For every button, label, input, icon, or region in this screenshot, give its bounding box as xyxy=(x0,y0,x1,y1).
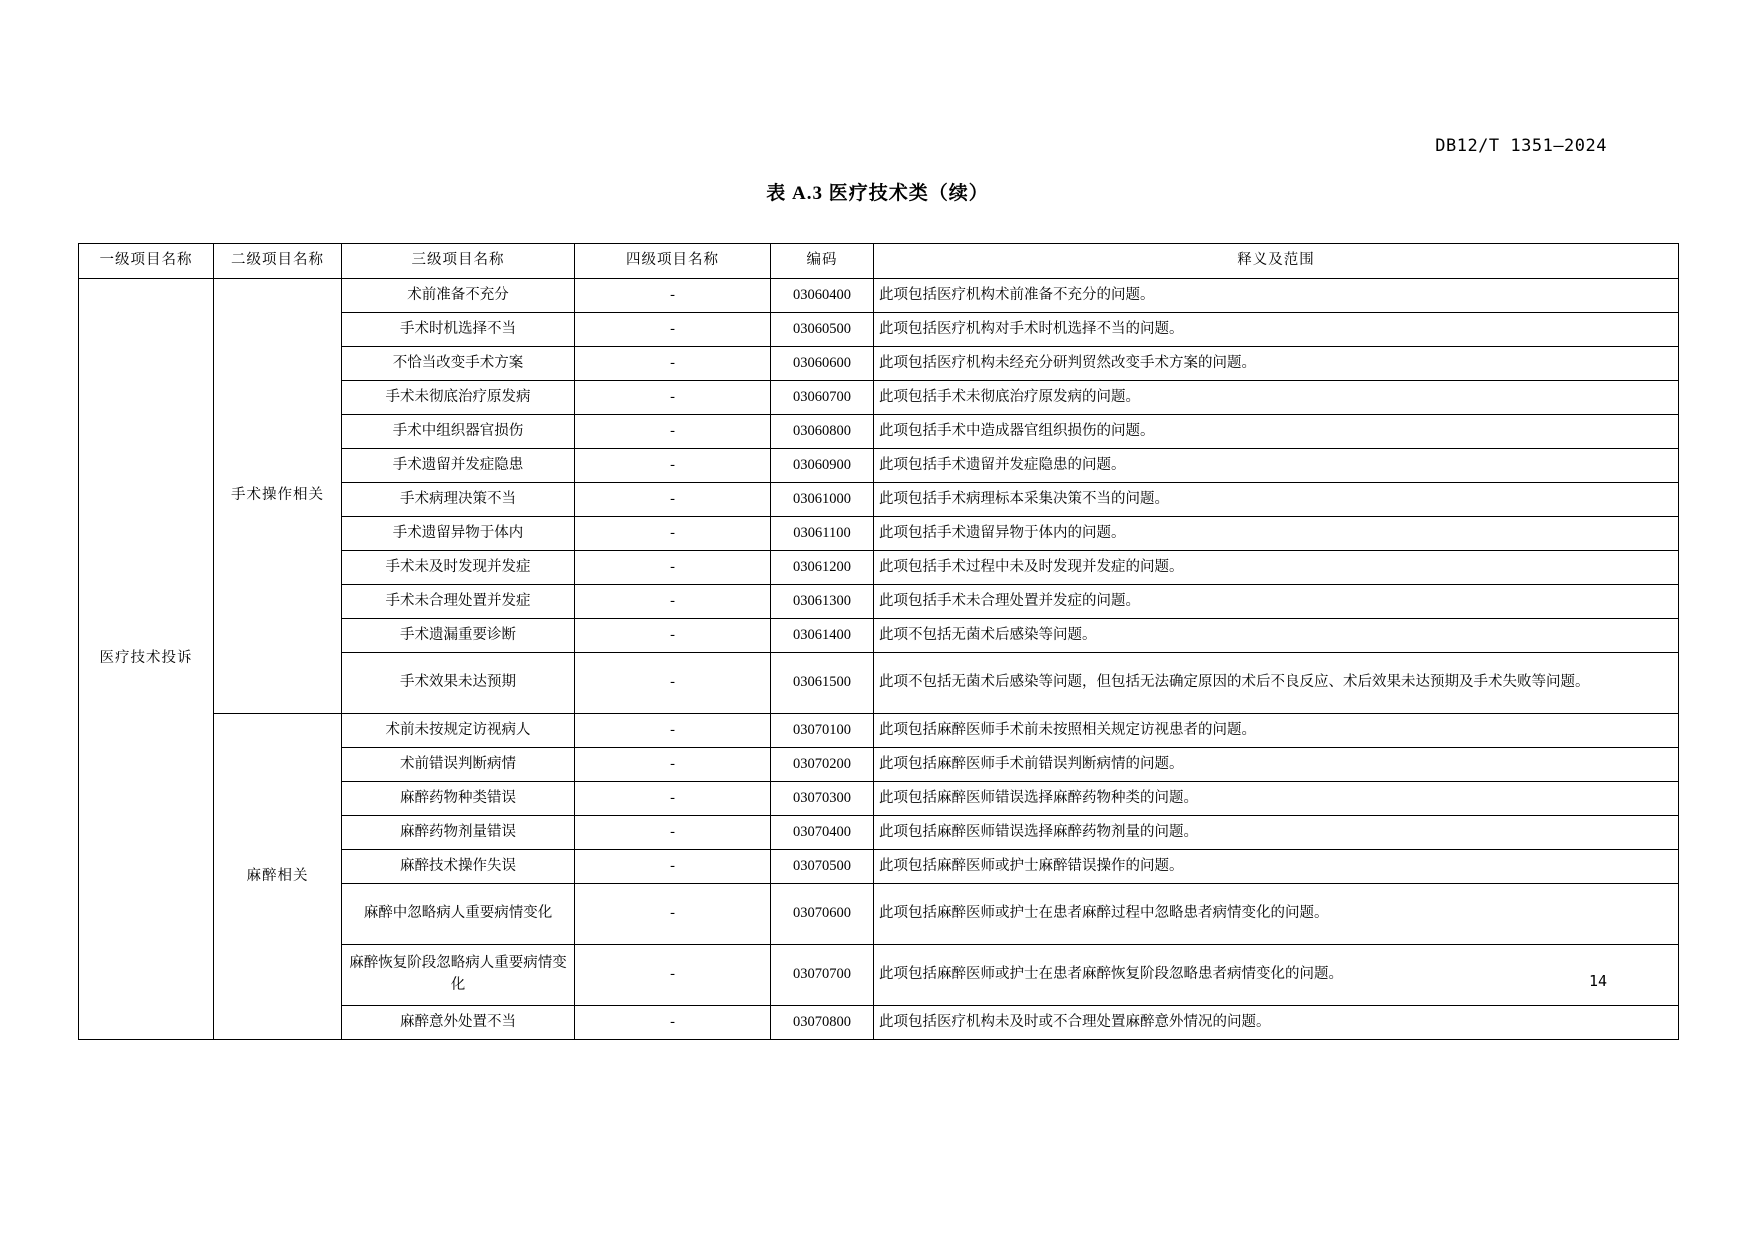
cell-level4: - xyxy=(575,347,771,381)
cell-code: 03061300 xyxy=(771,585,874,619)
column-header-level1: 一级项目名称 xyxy=(79,244,214,279)
cell-definition: 此项包括手术病理标本采集决策不当的问题。 xyxy=(874,483,1679,517)
cell-level3: 手术中组织器官损伤 xyxy=(342,415,575,449)
cell-level3: 手术遗留并发症隐患 xyxy=(342,449,575,483)
cell-level4: - xyxy=(575,653,771,714)
table-row xyxy=(79,279,1679,313)
cell-code: 03060800 xyxy=(771,415,874,449)
cell-code: 03070600 xyxy=(771,884,874,945)
cell-level4: - xyxy=(575,381,771,415)
page-title: 表 A.3 医疗技术类（续） xyxy=(766,183,989,204)
cell-level3: 术前准备不充分 xyxy=(342,279,575,313)
cell-level3: 手术病理决策不当 xyxy=(342,483,575,517)
cell-code: 03070400 xyxy=(771,816,874,850)
cell-definition: 此项包括麻醉医师或护士在患者麻醉过程中忽略患者病情变化的问题。 xyxy=(874,884,1679,945)
cell-definition: 此项不包括无菌术后感染等问题。 xyxy=(874,619,1679,653)
table-container xyxy=(78,243,1678,1040)
cell-level4: - xyxy=(575,816,771,850)
cell-level3: 麻醉恢复阶段忽略病人重要病情变化 xyxy=(342,945,575,1006)
cell-definition: 此项包括医疗机构对手术时机选择不当的问题。 xyxy=(874,313,1679,347)
table-row xyxy=(79,714,1679,748)
cell-level1: 医疗技术投诉 xyxy=(79,279,214,1040)
cell-level4: - xyxy=(575,1006,771,1040)
column-header-level4: 四级项目名称 xyxy=(575,244,771,279)
cell-code: 03061500 xyxy=(771,653,874,714)
cell-level3: 手术遗留异物于体内 xyxy=(342,517,575,551)
cell-level4: - xyxy=(575,714,771,748)
cell-code: 03070700 xyxy=(771,945,874,1006)
column-header-code: 编码 xyxy=(771,244,874,279)
cell-level3: 麻醉意外处置不当 xyxy=(342,1006,575,1040)
cell-code: 03061200 xyxy=(771,551,874,585)
cell-level4: - xyxy=(575,782,771,816)
cell-definition: 此项包括医疗机构未及时或不合理处置麻醉意外情况的问题。 xyxy=(874,1006,1679,1040)
cell-level3: 术前未按规定访视病人 xyxy=(342,714,575,748)
cell-definition: 此项包括手术中造成器官组织损伤的问题。 xyxy=(874,415,1679,449)
cell-definition: 此项包括麻醉医师手术前未按照相关规定访视患者的问题。 xyxy=(874,714,1679,748)
cell-definition: 此项包括医疗机构术前准备不充分的问题。 xyxy=(874,279,1679,313)
cell-definition: 此项包括手术遗留并发症隐患的问题。 xyxy=(874,449,1679,483)
cell-code: 03060600 xyxy=(771,347,874,381)
cell-level4: - xyxy=(575,279,771,313)
cell-level2: 手术操作相关 xyxy=(214,279,342,714)
cell-definition: 此项包括手术未合理处置并发症的问题。 xyxy=(874,585,1679,619)
cell-level2: 麻醉相关 xyxy=(214,714,342,1040)
cell-level4: - xyxy=(575,748,771,782)
cell-definition: 此项包括麻醉医师或护士在患者麻醉恢复阶段忽略患者病情变化的问题。 xyxy=(874,945,1679,1006)
table-header-row xyxy=(79,244,1679,279)
page-number: 14 xyxy=(1588,972,1607,990)
cell-level3: 麻醉药物种类错误 xyxy=(342,782,575,816)
cell-definition: 此项包括麻醉医师或护士麻醉错误操作的问题。 xyxy=(874,850,1679,884)
cell-definition: 此项包括手术未彻底治疗原发病的问题。 xyxy=(874,381,1679,415)
cell-code: 03060900 xyxy=(771,449,874,483)
cell-definition: 此项包括麻醉医师手术前错误判断病情的问题。 xyxy=(874,748,1679,782)
cell-code: 03061400 xyxy=(771,619,874,653)
cell-level4: - xyxy=(575,449,771,483)
cell-code: 03060700 xyxy=(771,381,874,415)
cell-level4: - xyxy=(575,585,771,619)
cell-code: 03061000 xyxy=(771,483,874,517)
standard-code-header: DB12/T 1351—2024 xyxy=(1435,136,1607,156)
cell-level4: - xyxy=(575,415,771,449)
column-header-level2: 二级项目名称 xyxy=(214,244,342,279)
cell-code: 03070100 xyxy=(771,714,874,748)
cell-level3: 手术未合理处置并发症 xyxy=(342,585,575,619)
medical-technology-table xyxy=(78,243,1679,1040)
cell-definition: 此项包括麻醉医师错误选择麻醉药物剂量的问题。 xyxy=(874,816,1679,850)
cell-level4: - xyxy=(575,850,771,884)
cell-level3: 手术未及时发现并发症 xyxy=(342,551,575,585)
cell-definition: 此项包括手术过程中未及时发现并发症的问题。 xyxy=(874,551,1679,585)
cell-level4: - xyxy=(575,619,771,653)
cell-level4: - xyxy=(575,551,771,585)
cell-code: 03060500 xyxy=(771,313,874,347)
cell-code: 03070800 xyxy=(771,1006,874,1040)
cell-code: 03061100 xyxy=(771,517,874,551)
cell-code: 03070200 xyxy=(771,748,874,782)
cell-level4: - xyxy=(575,945,771,1006)
cell-level4: - xyxy=(575,313,771,347)
cell-code: 03060400 xyxy=(771,279,874,313)
column-header-definition: 释义及范围 xyxy=(874,244,1679,279)
cell-level4: - xyxy=(575,517,771,551)
cell-level4: - xyxy=(575,884,771,945)
cell-level3: 不恰当改变手术方案 xyxy=(342,347,575,381)
cell-definition: 此项不包括无菌术后感染等问题，但包括无法确定原因的术后不良反应、术后效果未达预期及手术失败等问题。 xyxy=(874,653,1679,714)
cell-code: 03070500 xyxy=(771,850,874,884)
cell-level3: 麻醉技术操作失误 xyxy=(342,850,575,884)
cell-level3: 手术遗漏重要诊断 xyxy=(342,619,575,653)
cell-definition: 此项包括麻醉医师错误选择麻醉药物种类的问题。 xyxy=(874,782,1679,816)
cell-level3: 麻醉药物剂量错误 xyxy=(342,816,575,850)
table-body xyxy=(79,279,1679,1040)
column-header-level3: 三级项目名称 xyxy=(342,244,575,279)
cell-level3: 手术时机选择不当 xyxy=(342,313,575,347)
cell-definition: 此项包括手术遗留异物于体内的问题。 xyxy=(874,517,1679,551)
cell-level4: - xyxy=(575,483,771,517)
cell-definition: 此项包括医疗机构未经充分研判贸然改变手术方案的问题。 xyxy=(874,347,1679,381)
cell-level3: 手术未彻底治疗原发病 xyxy=(342,381,575,415)
cell-level3: 手术效果未达预期 xyxy=(342,653,575,714)
cell-code: 03070300 xyxy=(771,782,874,816)
cell-level3: 麻醉中忽略病人重要病情变化 xyxy=(342,884,575,945)
cell-level3: 术前错误判断病情 xyxy=(342,748,575,782)
